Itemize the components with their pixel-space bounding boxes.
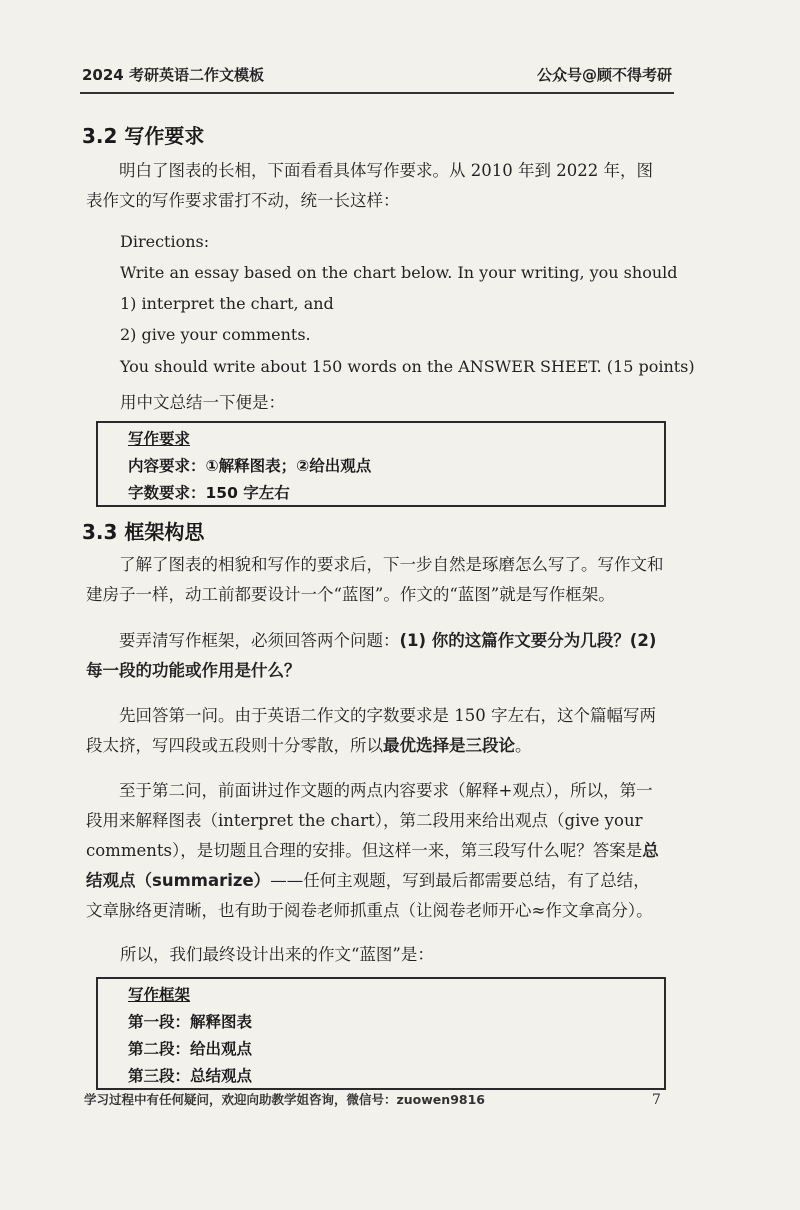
section-heading-3-3: 3.3 框架构思 bbox=[82, 520, 205, 544]
directions-line-1: Write an essay based on the chart below. In your writing, you should bbox=[120, 263, 678, 282]
directions-line-2: 1) interpret the chart, and bbox=[120, 294, 334, 313]
page-number: 7 bbox=[652, 1092, 661, 1108]
paragraph-4-emphasis: 总结观点（summarize） bbox=[86, 841, 659, 890]
framework-box bbox=[96, 977, 666, 1090]
paragraph-intro: 明白了图表的长相，下面看看具体写作要求。从 2010 年到 2022 年，图表作文的写作要求雷打不动，统一长这样： bbox=[86, 161, 653, 210]
requirements-content: 内容要求：①解释图表；②给出观点 bbox=[128, 457, 372, 475]
directions-line-4: You should write about 150 words on the ANSWER SHEET. (15 points) bbox=[120, 357, 695, 376]
paragraph-5: 所以，我们最终设计出来的作文“蓝图”是： bbox=[120, 945, 434, 964]
summary-lead: 用中文总结一下便是： bbox=[120, 393, 285, 412]
paragraph-3-text: 先回答第一问。由于英语二作文的字数要求是 150 字左右，这个篇幅写两段太挤，写四段或五段则十分零散，所以 bbox=[86, 706, 656, 755]
framework-box-title: 写作框架 bbox=[128, 986, 191, 1004]
paragraph-3-end: 。 bbox=[515, 736, 532, 755]
paragraph-2-questions: (1) 你的这篇作文要分为几段？(2) 每一段的功能或作用是什么？ bbox=[86, 631, 657, 680]
framework-paragraph-2: 第二段：给出观点 bbox=[128, 1040, 253, 1058]
footer-contact: 学习过程中有任何疑问，欢迎向助教学姐咨询，微信号：zuowen9816 bbox=[84, 1092, 485, 1107]
header-rule bbox=[80, 92, 674, 94]
directions-label: Directions: bbox=[120, 232, 210, 251]
requirements-word-count: 字数要求：150 字左右 bbox=[128, 484, 290, 502]
framework-paragraph-1: 第一段：解释图表 bbox=[128, 1013, 253, 1031]
paragraph-1: 了解了图表的相貌和写作的要求后，下一步自然是琢磨怎么写了。写作文和建房子一样，动工前都要设计一个“蓝图”。作文的“蓝图”就是写作框架。 bbox=[86, 555, 664, 604]
paragraph-2 bbox=[86, 626, 666, 686]
paragraph-4-text: 至于第二问，前面讲过作文题的两点内容要求（解释+观点），所以，第一段用来解释图表（interpret the chart），第二段用来给出观点（give your comments），是切题且合理的安排。但这样一来，第三段写什么呢？答案是 bbox=[86, 781, 653, 860]
paragraph-4 bbox=[86, 776, 666, 926]
running-header bbox=[82, 64, 672, 85]
paragraph-3-emphasis: 最优选择是三段论 bbox=[383, 736, 515, 755]
requirements-box-title: 写作要求 bbox=[128, 430, 191, 448]
paragraph-2-text: 要弄清写作框架，必须回答两个问题： bbox=[119, 631, 400, 650]
directions-line-3: 2) give your comments. bbox=[120, 325, 311, 344]
header-account: 公众号@顾不得考研 bbox=[536, 66, 672, 84]
header-title: 2024 考研英语二作文模板 bbox=[82, 66, 264, 84]
requirements-box bbox=[96, 421, 666, 507]
paragraph-3 bbox=[86, 701, 666, 761]
paragraph-4-rest: ——任何主观题，写到最后都需要总结，有了总结，文章脉络更清晰，也有助于阅卷老师抓重点（让阅卷老师开心≈作文拿高分）。 bbox=[86, 871, 653, 920]
section-heading-3-2: 3.2 写作要求 bbox=[82, 124, 205, 148]
framework-paragraph-3: 第三段：总结观点 bbox=[128, 1067, 253, 1085]
